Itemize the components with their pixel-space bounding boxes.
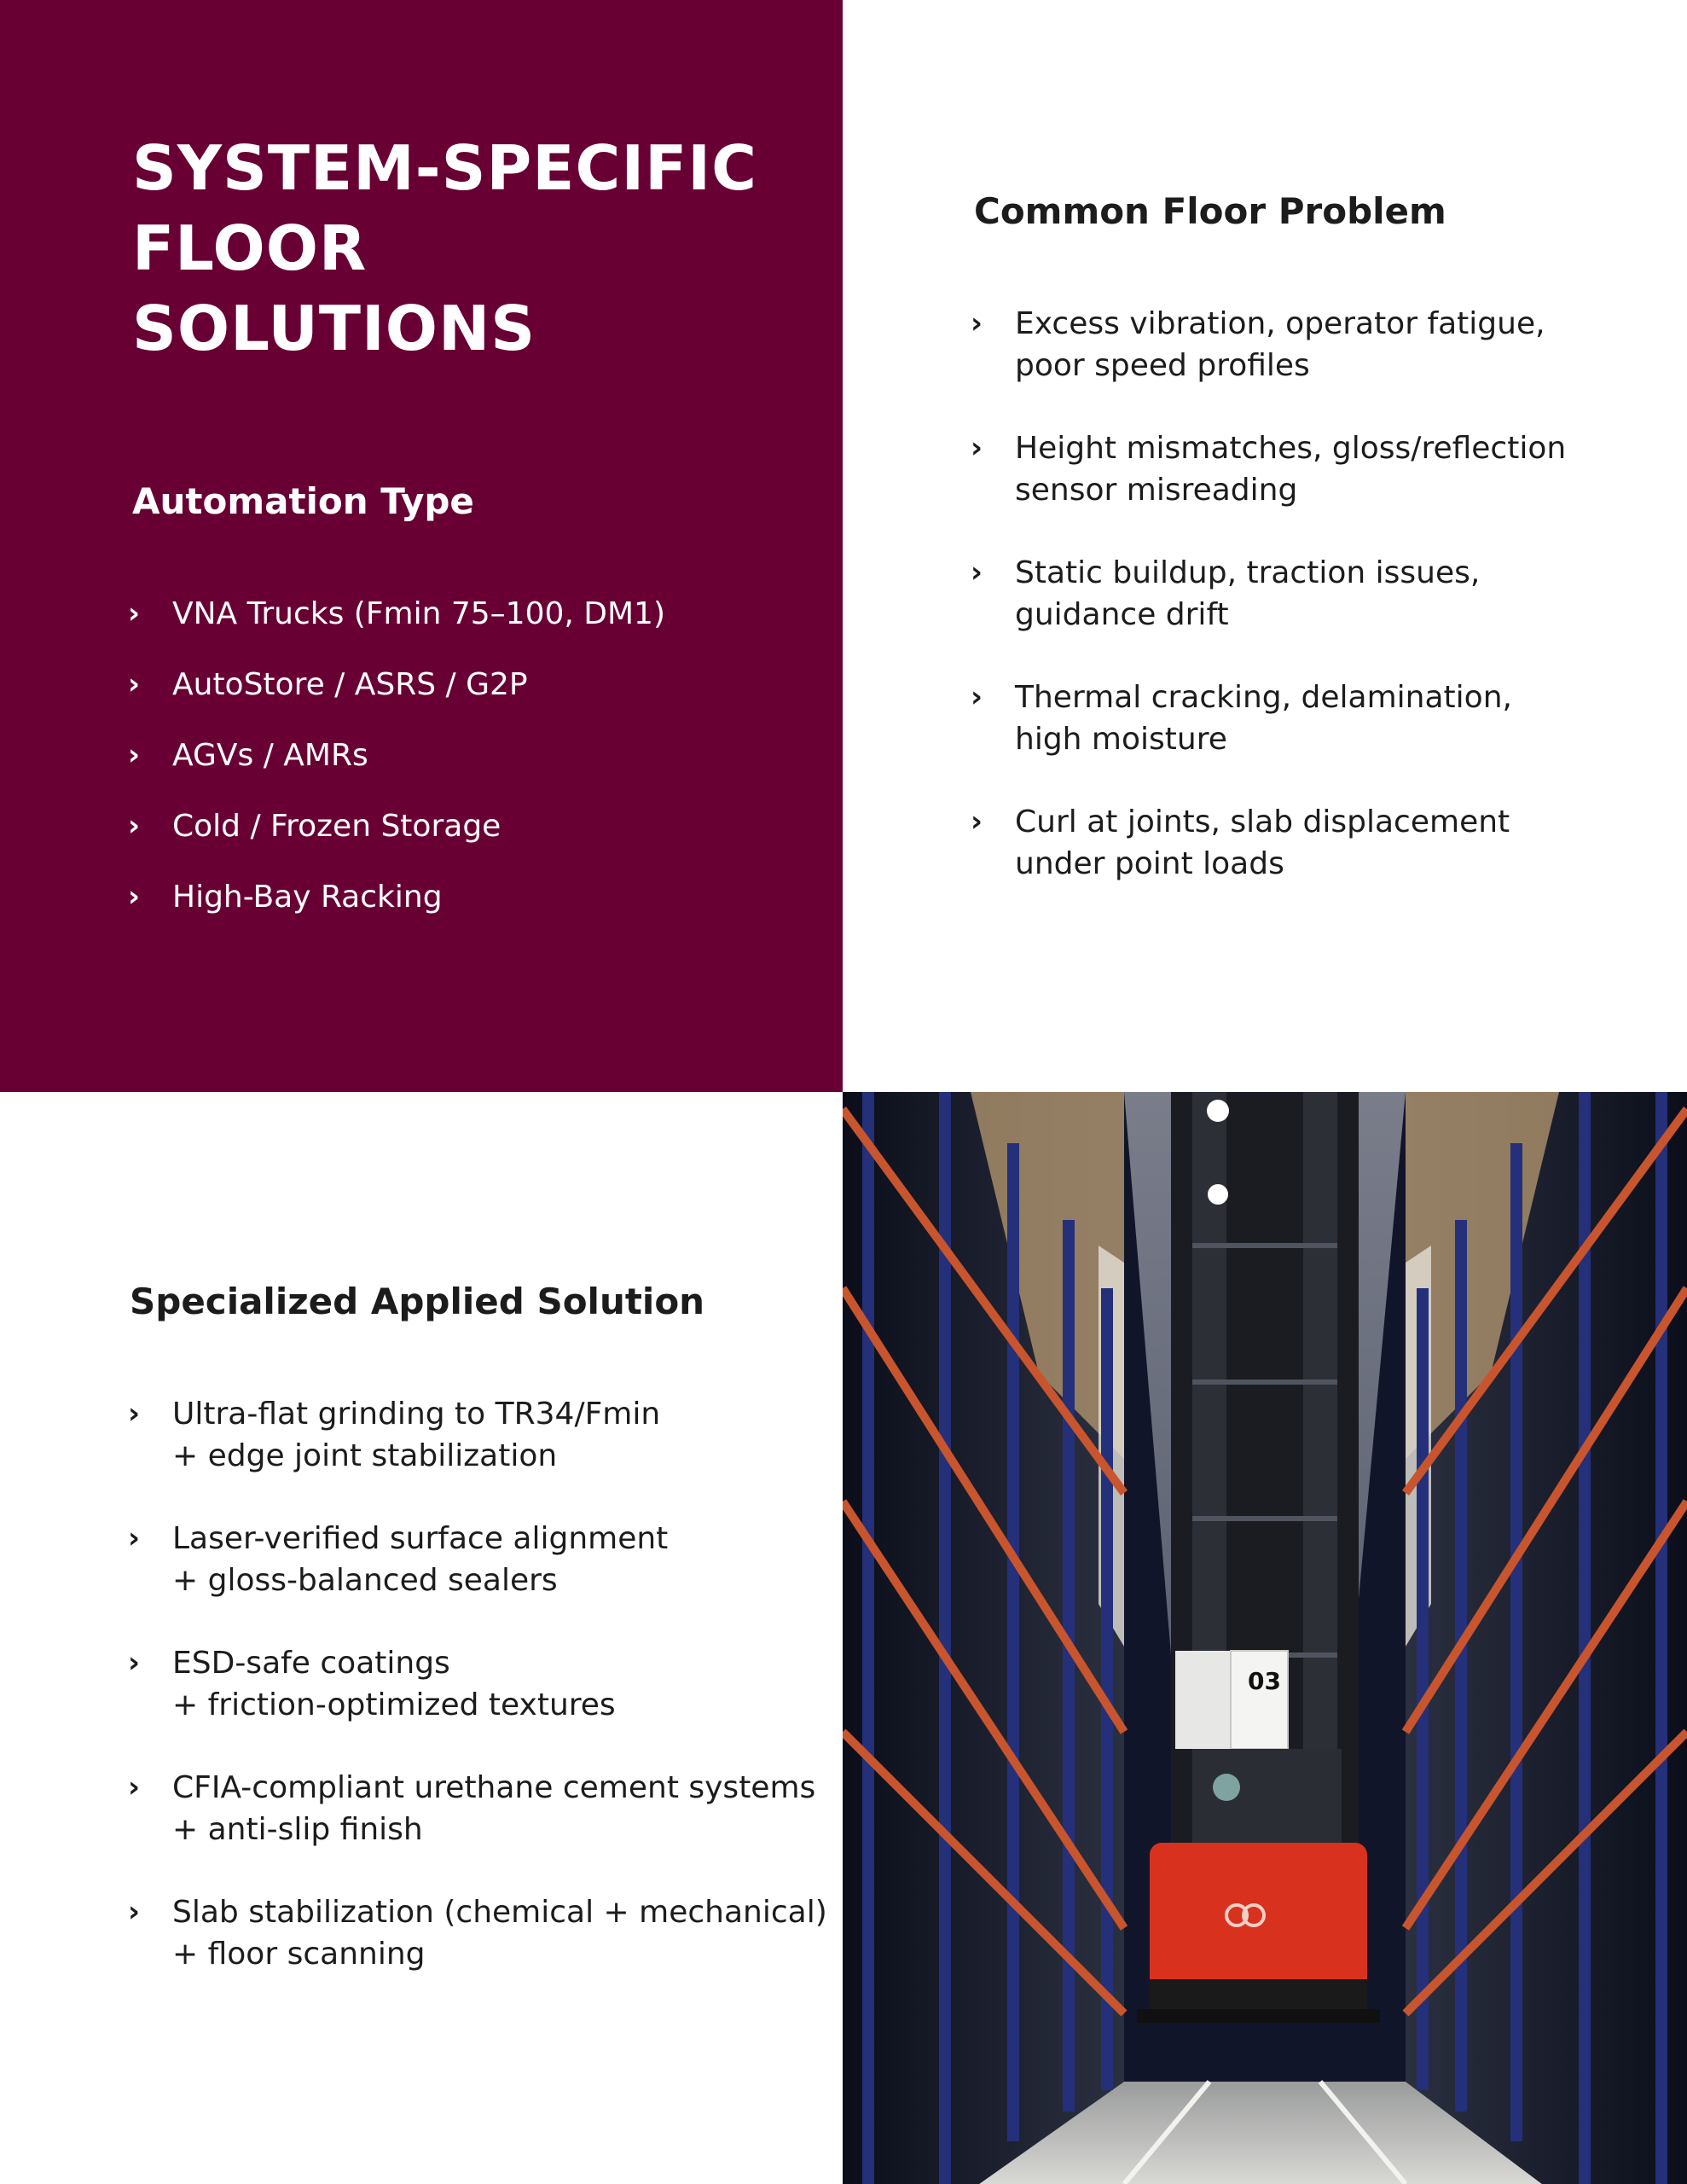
solution-panel bbox=[0, 1092, 843, 2184]
truck-base bbox=[1137, 2009, 1380, 2023]
chevron-right-icon: › bbox=[128, 1770, 141, 1804]
automation-heading: Automation Type bbox=[132, 480, 474, 522]
title-line: FLOOR bbox=[132, 212, 368, 284]
list-item: › Curl at joints, slab displacement under point loads bbox=[971, 804, 1510, 881]
list-item: › AutoStore / ASRS / G2P bbox=[128, 667, 528, 702]
list-item: › Thermal cracking, delamination, high moisture bbox=[971, 680, 1512, 757]
chevron-right-icon: › bbox=[128, 596, 141, 630]
chevron-right-icon: › bbox=[971, 431, 983, 465]
list-item: › Cold / Frozen Storage bbox=[128, 809, 501, 844]
chevron-right-icon: › bbox=[971, 306, 983, 340]
truck-bumper bbox=[1150, 1979, 1367, 2013]
chevron-right-icon: › bbox=[128, 1895, 141, 1929]
sensor bbox=[1213, 1774, 1240, 1801]
list-item: › VNA Trucks (Fmin 75–100, DM1) bbox=[128, 596, 666, 631]
chevron-right-icon: › bbox=[128, 667, 141, 701]
list-item: › Excess vibration, operator fatigue, poor speed profiles bbox=[971, 306, 1545, 383]
list-item: › AGVs / AMRs bbox=[128, 738, 368, 773]
chevron-right-icon: › bbox=[971, 555, 983, 590]
problem-list bbox=[971, 303, 1566, 926]
operator-cage bbox=[1192, 1749, 1342, 1843]
automation-panel bbox=[0, 0, 843, 1092]
chevron-right-icon: › bbox=[128, 738, 141, 772]
mast-light bbox=[1207, 1100, 1229, 1122]
truck-number: 03 bbox=[1248, 1667, 1281, 1695]
list-item: › Ultra-flat grinding to TR34/Fmin + edge joint stabilization bbox=[128, 1397, 661, 1473]
title-line: SYSTEM-SPECIFIC bbox=[132, 132, 757, 204]
list-item: › CFIA-compliant urethane cement systems + anti-slip finish bbox=[128, 1770, 816, 1847]
list-item: › Slab stabilization (chemical + mechanical) + floor scanning bbox=[128, 1895, 827, 1972]
chevron-right-icon: › bbox=[128, 1646, 141, 1680]
page-title bbox=[132, 128, 757, 369]
problem-panel bbox=[843, 0, 1687, 1092]
solution-heading: Specialized Applied Solution bbox=[130, 1281, 705, 1322]
chevron-right-icon: › bbox=[128, 880, 141, 914]
list-item: › Laser-verified surface alignment + gloss-balanced sealers bbox=[128, 1521, 669, 1598]
list-item: › Static buildup, traction issues, guidance drift bbox=[971, 555, 1481, 632]
chevron-right-icon: › bbox=[971, 804, 983, 839]
chevron-right-icon: › bbox=[128, 809, 141, 843]
chevron-right-icon: › bbox=[971, 680, 983, 714]
chevron-right-icon: › bbox=[128, 1397, 141, 1431]
number-panel bbox=[1231, 1651, 1288, 1749]
mast-light bbox=[1208, 1184, 1228, 1205]
chevron-right-icon: › bbox=[128, 1521, 141, 1555]
warehouse-photo-panel bbox=[843, 1092, 1687, 2184]
title-line: SOLUTIONS bbox=[132, 293, 536, 364]
solution-list bbox=[128, 1393, 827, 2016]
list-item: › High-Bay Racking bbox=[128, 880, 443, 915]
list-item: › ESD-safe coatings + friction-optimized textures bbox=[128, 1646, 616, 1722]
problem-heading: Common Floor Problem bbox=[974, 190, 1446, 232]
list-item: › Height mismatches, gloss/reflection sensor misreading bbox=[971, 431, 1567, 508]
automation-list bbox=[128, 593, 665, 947]
warehouse-photo bbox=[843, 1092, 1687, 2184]
